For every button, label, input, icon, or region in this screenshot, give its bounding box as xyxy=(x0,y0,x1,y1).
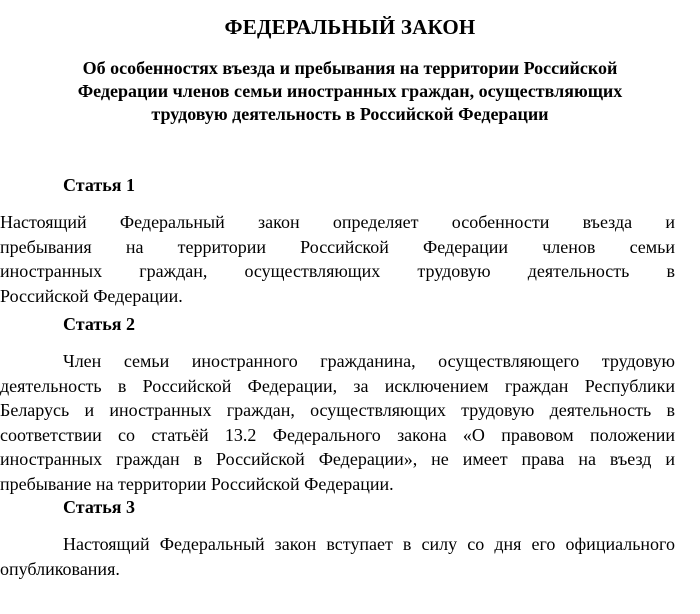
article-text-line: иностранных граждан, осуществляющих трудовую деятельность в xyxy=(0,261,675,281)
article-3 xyxy=(0,496,675,581)
article-1 xyxy=(0,174,675,308)
article-text-line: соответствии со статьёй 13.2 Федерального закона «О правовом положении xyxy=(0,424,675,445)
article-text-line: Настоящий Федеральный закон определяет особенности въезда и xyxy=(0,212,675,232)
article-2 xyxy=(0,313,675,496)
article-text-line: пребывания на территории Российской Федерации членов семьи xyxy=(0,236,675,257)
law-subtitle xyxy=(60,57,640,126)
article-text-line: деятельность в Российской Федерации, за исключением граждан Республики xyxy=(0,375,675,396)
article-text-line: Настоящий Федеральный закон вступает в силу со дня его официального xyxy=(63,534,675,554)
article-heading: Статья 2 xyxy=(63,314,135,334)
law-title: ФЕДЕРАЛЬНЫЙ ЗАКОН xyxy=(224,15,476,39)
article-text xyxy=(0,349,675,496)
article-text-line: Российской Федерации. xyxy=(0,285,183,306)
article-text-line: Член семьи иностранного гражданина, осуществляющего трудовую xyxy=(63,351,675,371)
article-text-line: иностранных граждан в Российской Федерации», не имеет права на въезд и xyxy=(0,449,675,469)
article-text xyxy=(0,210,675,308)
article-text xyxy=(0,532,675,581)
law-subtitle-line: Федерации членов семьи иностранных граждан, осуществляющих xyxy=(77,81,623,101)
article-text-line: опубликования. xyxy=(0,558,120,579)
article-heading: Статья 3 xyxy=(63,497,135,517)
article-text-line: Беларусь и иностранных граждан, осуществляющих трудовую деятельность в xyxy=(0,400,675,420)
law-subtitle-line: трудовую деятельность в Российской Федерации xyxy=(151,104,549,124)
article-text-line: пребывание на территории Российской Федерации. xyxy=(0,473,394,494)
law-subtitle-line: Об особенностях въезда и пребывания на территории Российской xyxy=(82,58,618,78)
article-heading: Статья 1 xyxy=(63,175,135,195)
